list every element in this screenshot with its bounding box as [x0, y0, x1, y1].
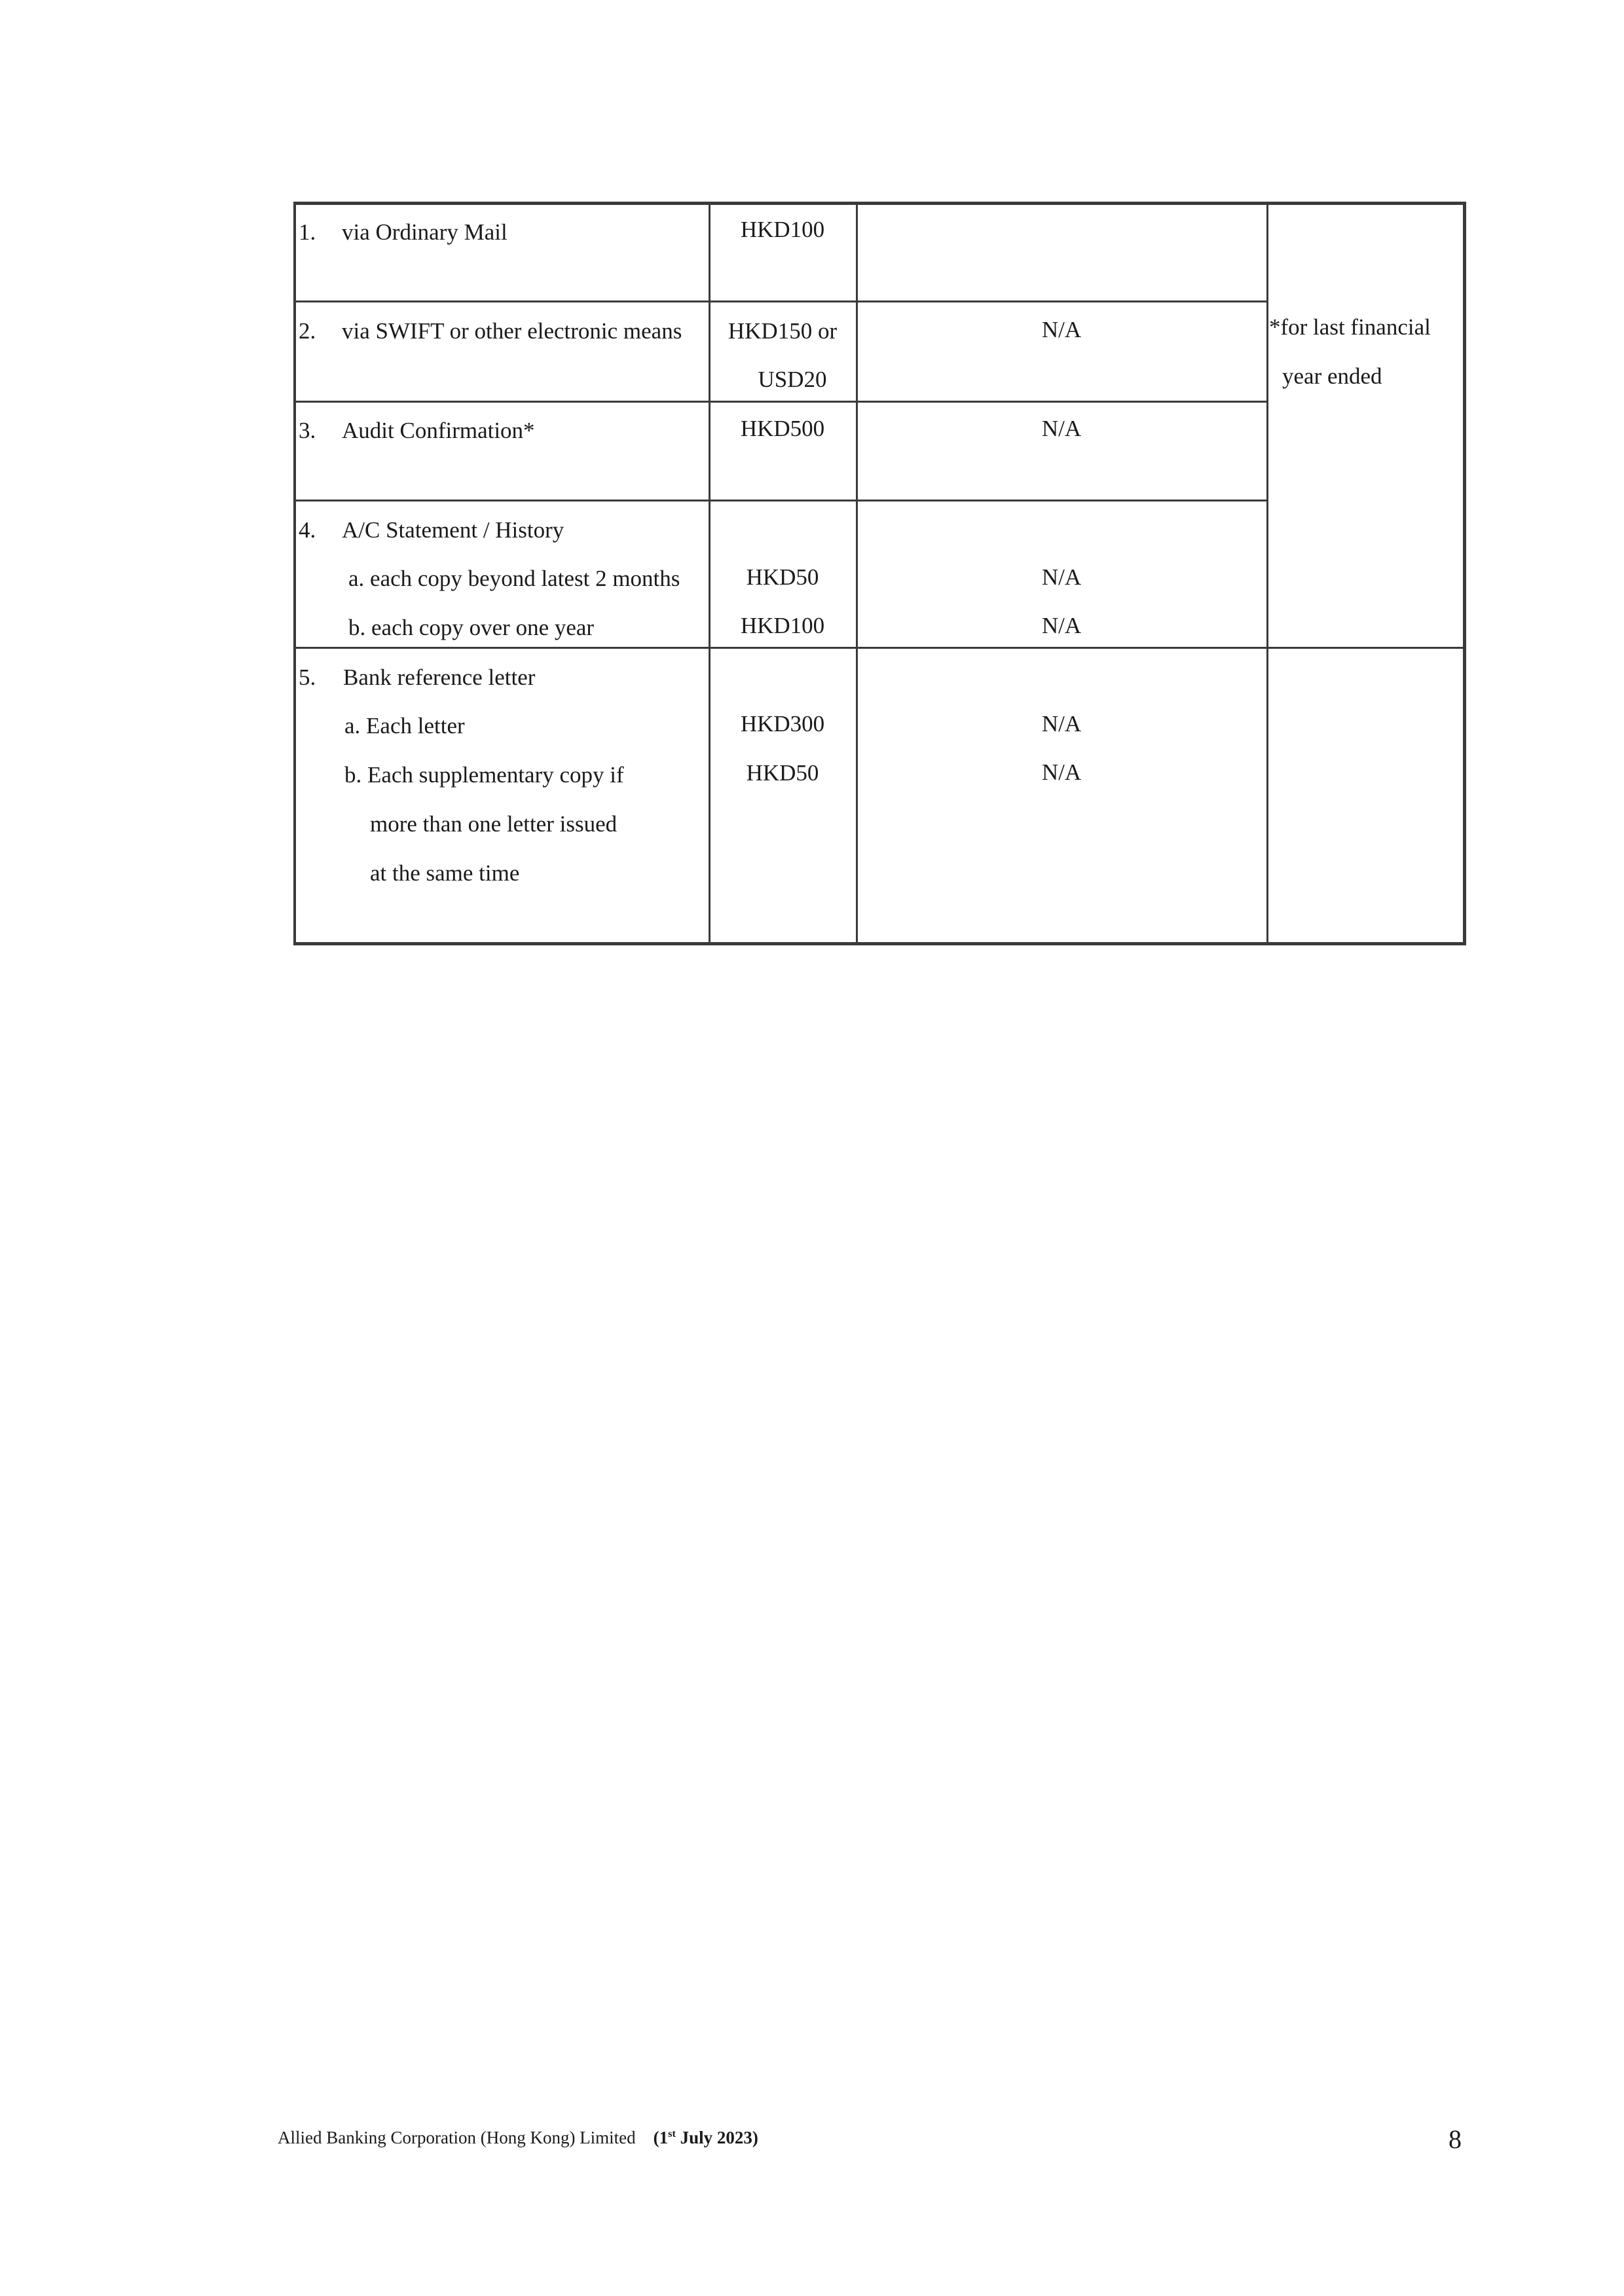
na-value: N/A: [1041, 759, 1082, 785]
table-border-bottom: [293, 942, 1466, 945]
row-divider: [295, 401, 1268, 403]
na-value: N/A: [1041, 317, 1082, 342]
sub-item-label: a. each copy beyond latest 2 months: [348, 566, 680, 591]
row-divider: [295, 647, 1464, 649]
na-value: N/A: [1041, 564, 1082, 590]
sub-item-label: b. each copy over one year: [348, 615, 595, 640]
fee-value: HKD100: [740, 613, 825, 638]
fee-value: HKD300: [740, 711, 825, 737]
row-label: Bank reference letter: [343, 665, 536, 690]
footer-company: [278, 2128, 758, 2148]
row-number: 3.: [299, 418, 316, 443]
remark-text: year ended: [1282, 363, 1382, 389]
footer-date: (1st July 2023): [653, 2128, 758, 2147]
fee-value: HKD100: [740, 217, 825, 242]
table-border-left: [293, 202, 296, 945]
column-divider: [856, 202, 858, 944]
fee-value: HKD150 or: [728, 318, 838, 344]
fee-value: HKD50: [746, 760, 819, 786]
row-label: A/C Statement / History: [342, 517, 564, 543]
row-label: Audit Confirmation*: [342, 418, 535, 443]
page-number: 8: [1449, 2124, 1462, 2154]
fee-value: USD20: [758, 367, 827, 392]
na-value: N/A: [1041, 416, 1082, 441]
na-value: N/A: [1041, 613, 1082, 638]
row-number: 2.: [299, 318, 316, 344]
table-border-top: [293, 202, 1466, 205]
fee-value: HKD500: [740, 416, 825, 441]
sub-item-label: a. Each letter: [344, 713, 465, 738]
row-divider: [295, 500, 1268, 501]
na-value: N/A: [1041, 711, 1082, 737]
row-divider: [295, 301, 1268, 302]
row-number: 1.: [299, 219, 316, 245]
sub-item-label: more than one letter issued: [370, 811, 618, 837]
remark-text: *for last financial: [1269, 314, 1431, 340]
fee-value: HKD50: [746, 564, 819, 590]
row-number: 4.: [299, 517, 316, 543]
row-label: via Ordinary Mail: [342, 219, 507, 245]
table-border-right: [1463, 202, 1466, 945]
row-number: 5.: [299, 665, 316, 690]
company-name: Allied Banking Corporation (Hong Kong) Limited: [278, 2128, 636, 2147]
column-divider: [709, 202, 710, 944]
row-label: via SWIFT or other electronic means: [342, 318, 682, 344]
sub-item-label: at the same time: [370, 860, 520, 886]
column-divider: [1266, 202, 1268, 944]
sub-item-label: b. Each supplementary copy if: [344, 762, 624, 788]
